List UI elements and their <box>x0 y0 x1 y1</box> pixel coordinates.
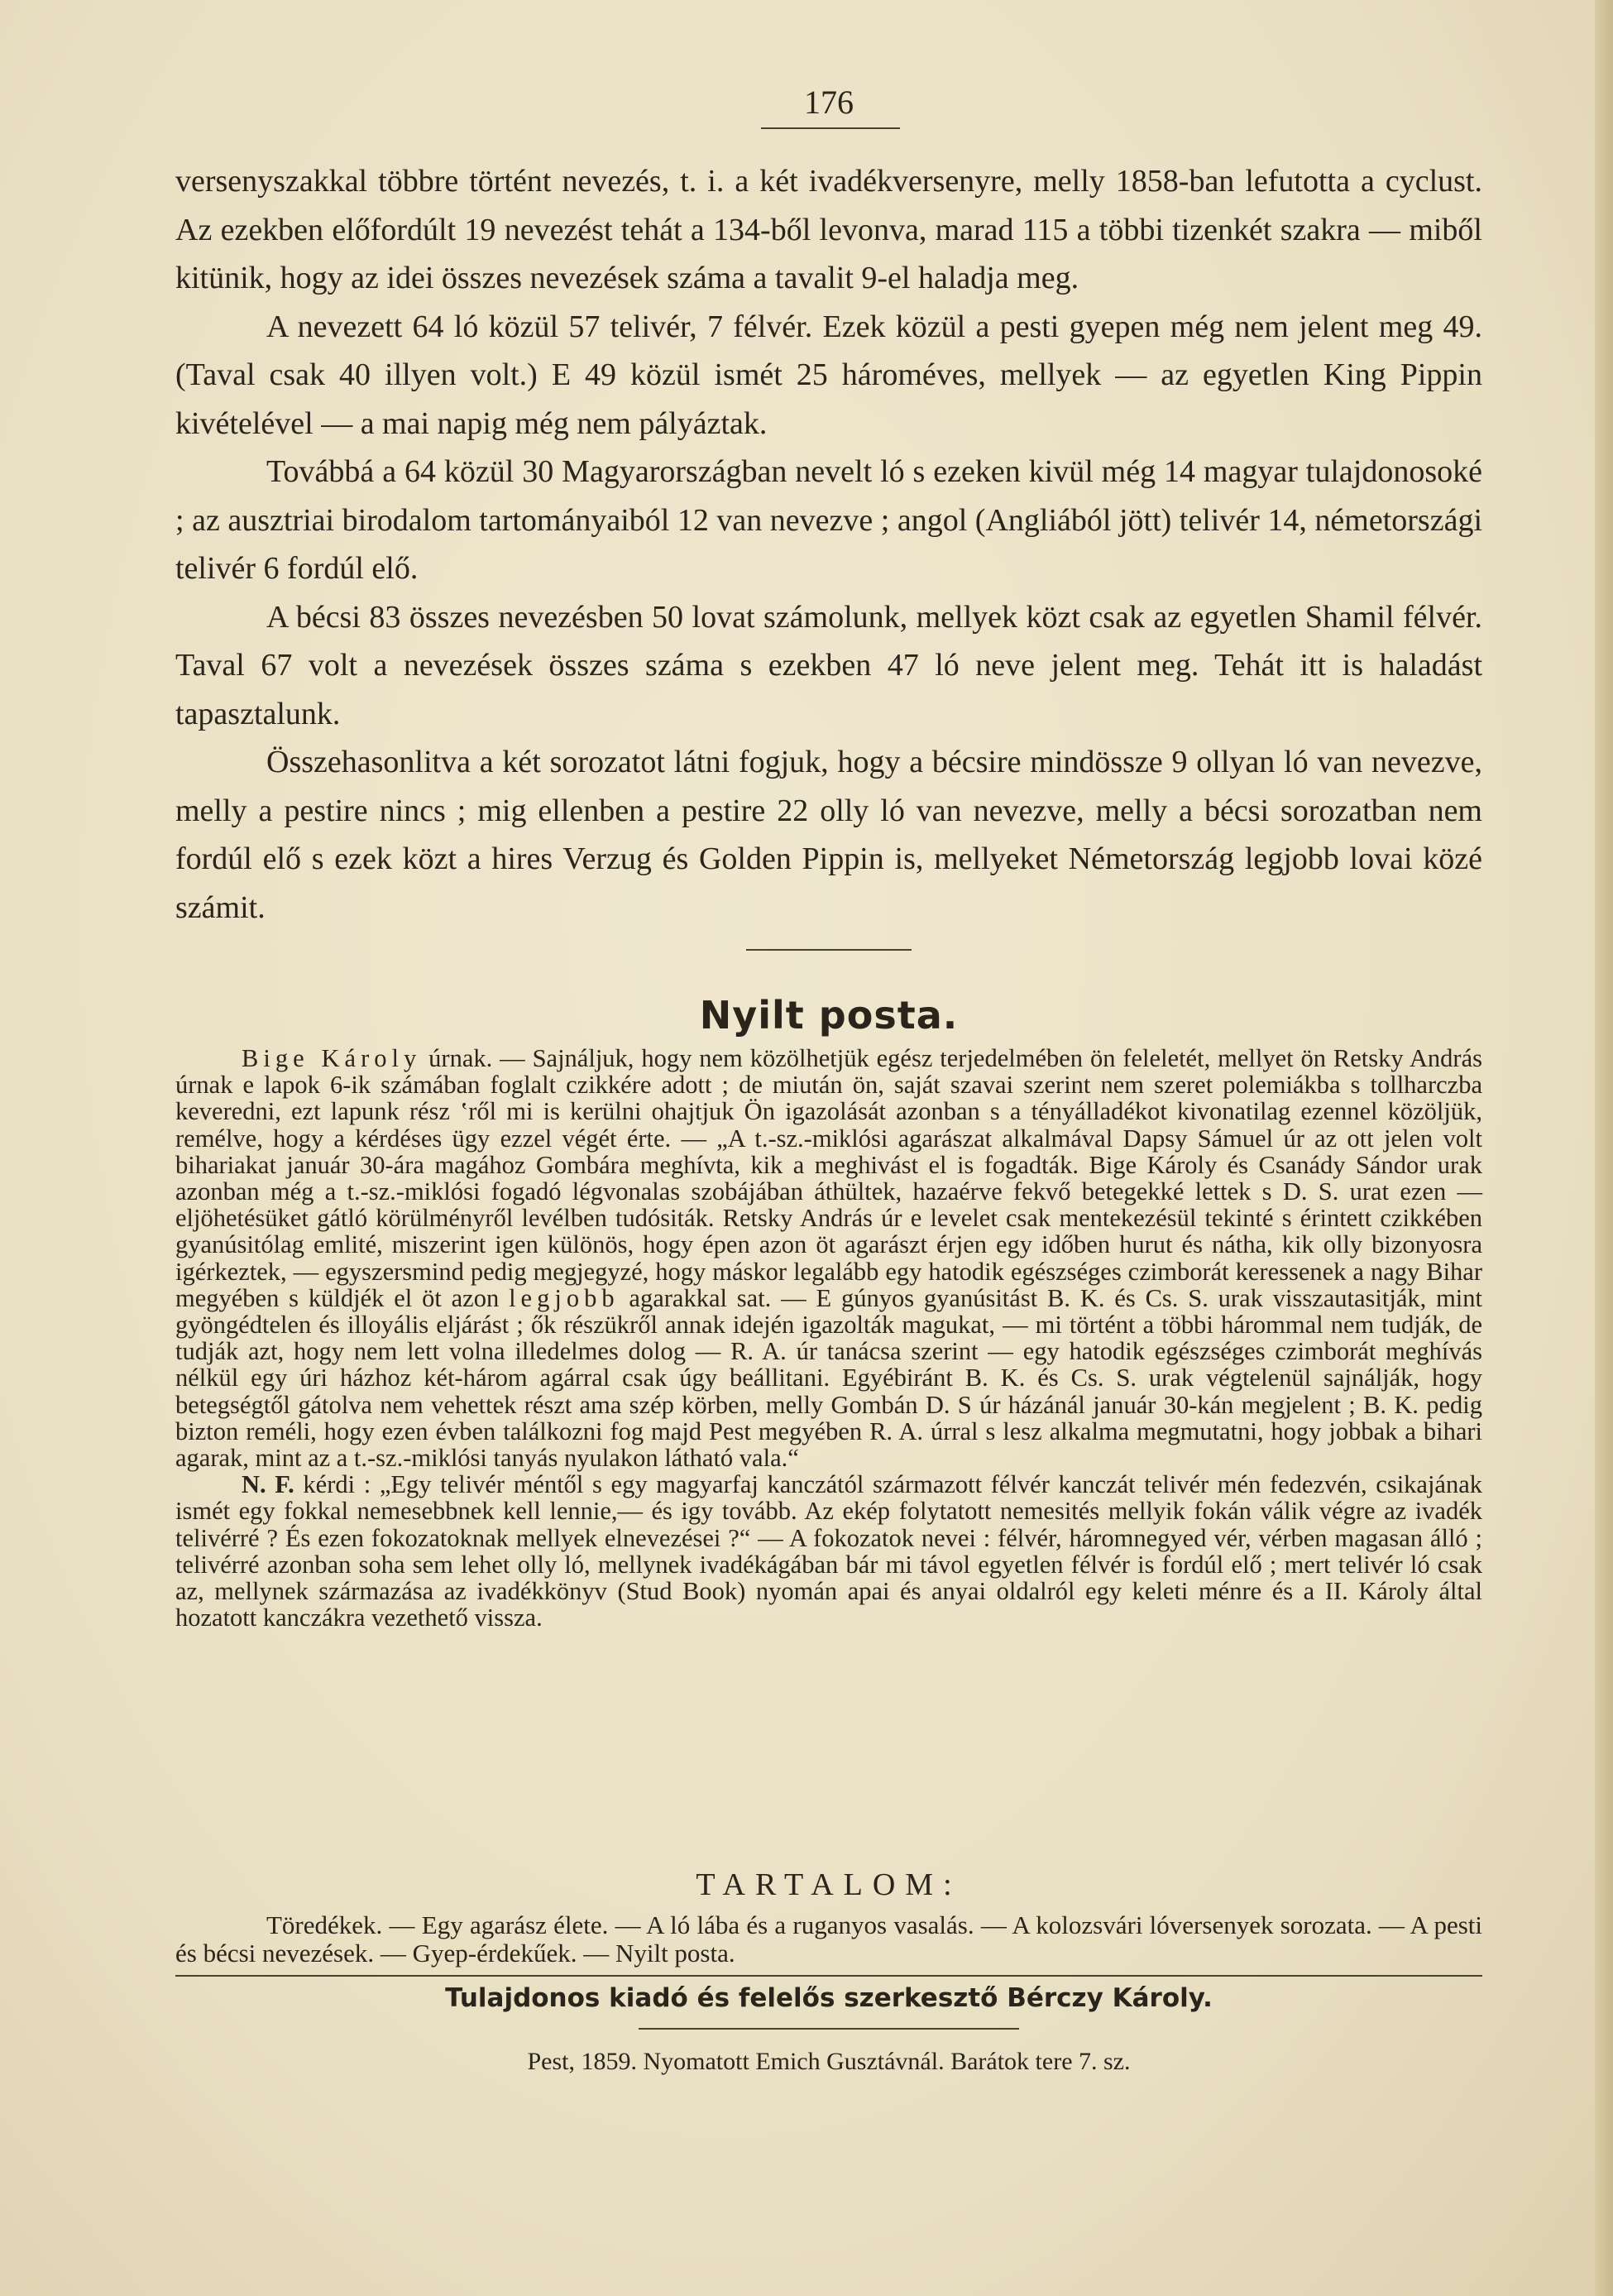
imprint-line: Pest, 1859. Nyomatott Emich Gusztávnál. Barátok tere 7. sz. <box>527 2048 1131 2075</box>
letter-nf-body: kérdi : „Egy telivér méntől s egy magyarfaj kanczától származott félvér kanczát telivér mén fedezvén, csikajának ismét egy fokkal nemesebbnek kell lennie,— és igy tovább. Az ekép folytatott nemesités mellyik fokán válik végre az ivadék telivérré ? És ezen fokozatoknak mellyek elnevezései ?“ — A fokozatok nevei : félvér, háromnegyed vér, vérben magasan álló ; telivérré azonban soha sem lehet olly ló, mellynek ivadékágában bár mi távol egyetlen félvér is fordúl elő ; mert telivér ló csak az, mellynek származása az ivadékkönyv (Stud Book) nyomán apai és anyai oldalról egy keleti ménre és a II. Károly által hozatott kanczákra vezethető vissza. <box>175 1470 1483 1632</box>
letter-body-part2: agarakkal sat. — E gúnyos gyanúsitást B. K. és Cs. S. urak visszautasitják, mint gyöngédtelen és illoyális eljárást ; ők részükről annak idején igazolták magukat, — mi történt a többi hárommal nem tudják, de tudják azt, hogy nem lett volna illedelmes dolog — R. A. úr tanácsa szerint — egy hatodik egészséges czimborát meghívás nélkül egy úri házhoz két-három agárral csak úgy beállitani. Egyébiránt B. K. és Cs. S. urak végtelenül sajnálják, hogy betegségtől gátolva nem vehettek részt ama szép körben, melly Gombán D. S úr házánál január 30-kán megjelent ; B. K. pedig bizton reméli, hogy ezen évben találkozni fog majd Pest megyében R. A. úrral s lesz alkalma megmutatni, hogy jobbak a bihari agarak, mint az a t.-sz.-miklósi tanyás nyulakon látható vala.“ <box>175 1283 1482 1473</box>
letter-addressee: Bige Károly <box>242 1044 422 1072</box>
page-edge <box>1595 0 1613 2296</box>
paragraph-5: Összehasonlitva a két sorozatot látni fogjuk, hogy a bécsire mindössze 9 ollyan ló van nevezve, melly a pestire nincs ; mig ellenben a pestire 22 olly ló van nevezve, melly a bécsi sorozatban nem fordúl elő s ezek közt a hires Verzug és Golden Pippin is, mellyeket Németország legjobb lovai közé számit. <box>175 745 1482 925</box>
paragraph-4: A bécsi 83 összes nevezésben 50 lovat számolunk, mellyek közt csak az egyetlen Shamil félvér. Taval 67 volt a nevezések összes száma s ezekben 47 ló neve jelent meg. Tehát itt is haladást tapasztalunk. <box>175 599 1482 731</box>
nyilt-posta-heading: Nyilt posta. <box>699 993 959 1038</box>
main-article <box>175 157 1482 932</box>
nyilt-posta-section <box>175 1045 1482 1631</box>
paragraph-3: Továbbá a 64 közül 30 Magyarországban nevelt ló s ezeken kivül még 14 magyar tulajdonosoké ; az ausztriai birodalom tartományaiból 12 van nevezve ; angol (Angliából jött) telivér 14, németországi telivér 6 fordúl elő. <box>175 454 1482 586</box>
footer-rule <box>175 1975 1482 1977</box>
imprint-rule <box>639 2028 1019 2030</box>
tartalom-section <box>175 1911 1482 1968</box>
owner-line: Tulajdonos kiadó és felelős szerkesztő Bérczy Károly. <box>445 1983 1213 2013</box>
letter-body-part1: — Sajnáljuk, hogy nem közölhetjük egész terjedelmében ön feleletét, mellyet ön Retsky András úrnak e lapok 6-ik számában foglalt czikkére adott ; de miután ön, saját szavai szerint nem szeret polemiákba s tollharczba keveredni, ezt lapunk rész ‛ről mi is kerülni ohajtjuk Ön igazolását azonban s a tényálladékot kivonatilag ezennel közöljük, remélve, hogy a kérdéses ügy ezzel végét érte. — „A t.-sz.-miklósi agarászat alkalmával Dapsy Sámuel úr az ott jelen volt bihariakat január 30-ára magához Gombára meghívta, kik a meghivást el is fogadták. Bige Károly és Csanády Sándor urak azonban még a t.-sz.-miklósi fogadó légvonalas szobájában áthültek, hazaérve fekvő betegekké lettek s D. S. urat ezen — eljöhetésüket gátló körülményről levélben tudósiták. Retsky András úr e levelet csak mentekezésül tekinté s érintett czikkében gyanúsitólag emlité, miszerint igen különös, hogy épen azon öt agarászt érjen egy időben hurut és nátha, kik olly bizonyosra igérkeztek, — egyszersmind pedig megjegyzé, hogy máskor legalább egy hatodik egészséges czimborát keressenek a nagy Bihar megyében s küldjék el öt azon <box>175 1044 1482 1312</box>
tartalom-heading: TARTALOM: <box>696 1867 962 1902</box>
tartalom-text: Töredékek. — Egy agarász élete. — A ló lába és a ruganyos vasalás. — A kolozsvári lóversenyek sorozata. — A pesti és bécsi nevezések. — Gyep-érdekűek. — Nyilt posta. <box>175 1910 1482 1968</box>
paragraph-1: versenyszakkal többre történt nevezés, t. i. a két ivadékversenyre, melly 1858-ban lefutotta a cyclust. Az ezekben előfordúlt 19 nevezést tehát a 134-ből levonva, marad 115 a többi tizenkét szakra — miből kitünik, hogy az idei összes nevezések száma a tavalit 9-el haladja meg. <box>175 164 1482 295</box>
page-number-rule <box>761 127 900 129</box>
letter-bige-karoly <box>175 1045 1482 1471</box>
section-divider <box>746 949 912 951</box>
page-number: 176 <box>804 84 854 121</box>
letter-nf <box>175 1471 1482 1631</box>
letter-addressee-suffix: úrnak. <box>421 1044 493 1072</box>
letter-emphasis: legjobb <box>509 1283 620 1312</box>
letter-nf-lead: N. F. <box>242 1470 294 1499</box>
paragraph-2: A nevezett 64 ló közül 57 telivér, 7 félvér. Ezek közül a pesti gyepen még nem jelent meg 49. (Taval csak 40 illyen volt.) E 49 közül ismét 25 hároméves, mellyek — az egyetlen King Pippin kivételével — a mai napig még nem pályáztak. <box>175 309 1482 441</box>
